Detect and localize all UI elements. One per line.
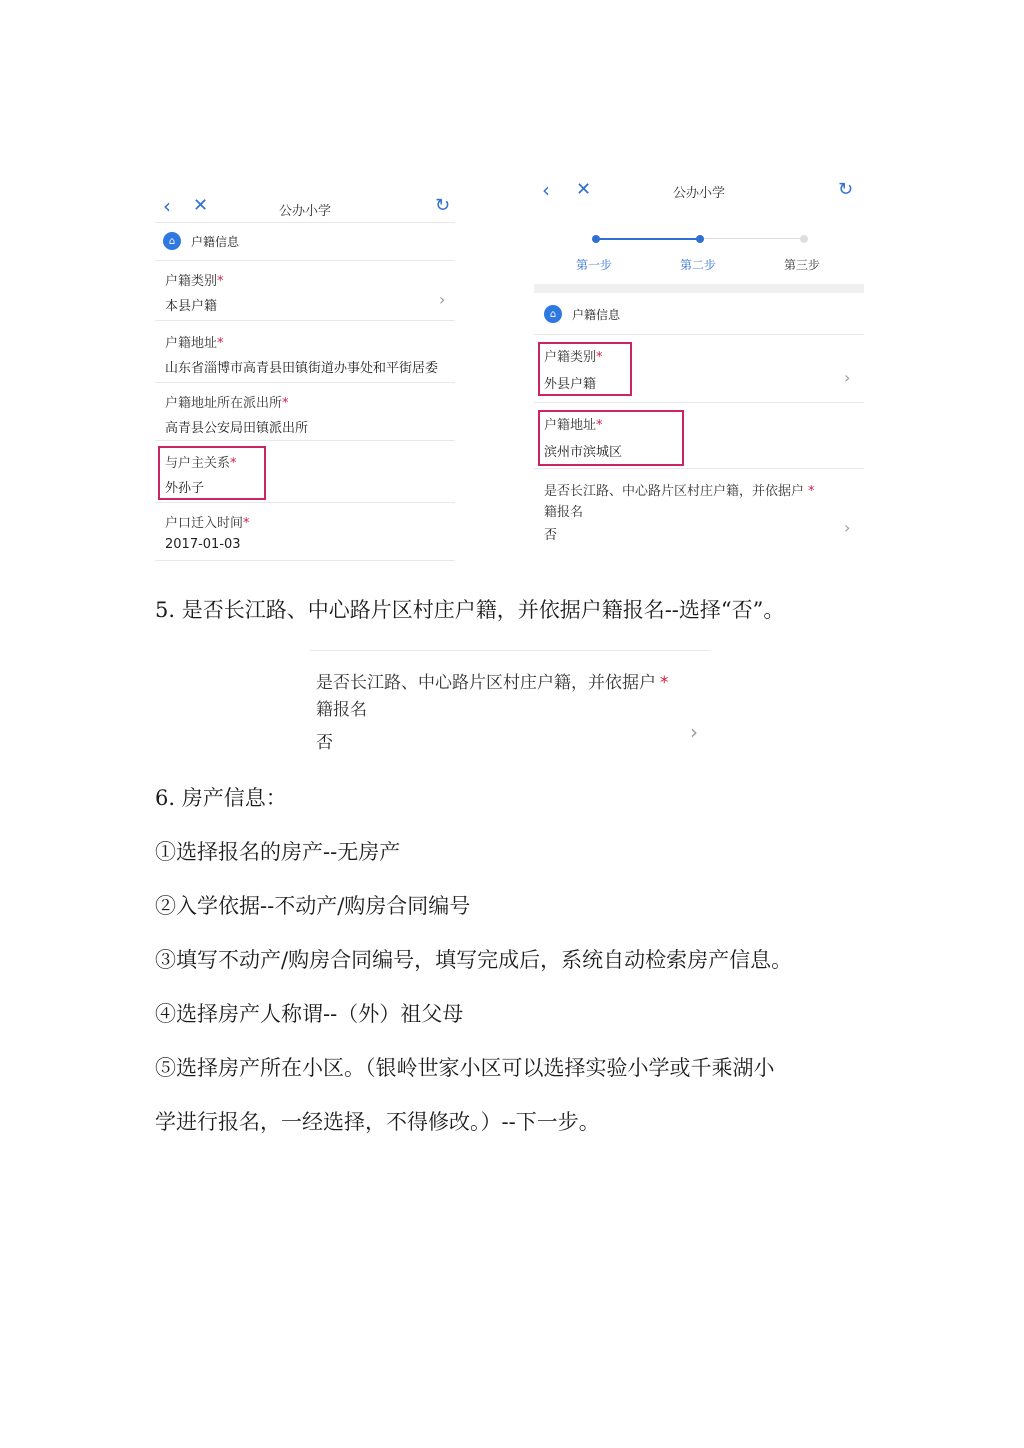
refresh-icon[interactable]: ↻ xyxy=(838,179,854,200)
required-mark: * xyxy=(243,516,250,531)
instruction-item-5: 5. 是否长江路、中心路片区村庄户籍，并依据户籍报名--选择“否”。 xyxy=(155,598,785,622)
home-icon: ⌂ xyxy=(544,305,562,323)
divider xyxy=(310,650,710,651)
highlight-box xyxy=(158,446,266,500)
instruction-item-6: 6. 房产信息： xyxy=(155,786,287,810)
field-label: 户籍地址 xyxy=(165,336,218,351)
section-header xyxy=(544,305,620,323)
divider xyxy=(534,402,864,403)
highlight-box xyxy=(538,342,632,396)
divider xyxy=(155,382,455,383)
step-label-1[interactable]: 第一步 xyxy=(576,258,613,272)
field-household-type[interactable] xyxy=(165,270,445,314)
left-screenshot xyxy=(155,188,455,563)
page-title: 公办小学 xyxy=(278,204,331,219)
instruction-sub-3: ③填写不动产/购房合同编号，填写完成后，系统自动检索房产信息。 xyxy=(155,948,793,972)
step-node-3 xyxy=(800,235,808,243)
middle-screenshot xyxy=(310,650,710,755)
divider xyxy=(155,260,455,261)
section-title: 户籍信息 xyxy=(572,307,621,322)
field-value: 否 xyxy=(544,528,558,543)
field-label: 户口迁入时间 xyxy=(165,516,244,531)
chevron-left-icon[interactable]: ‹ xyxy=(163,194,171,218)
step-node-1 xyxy=(592,235,600,243)
step-node-2 xyxy=(696,235,704,243)
step-label-3[interactable]: 第三步 xyxy=(784,258,821,272)
divider xyxy=(155,560,455,561)
field-village-household[interactable] xyxy=(316,668,706,753)
field-label-cont: 籍报名 xyxy=(544,505,584,520)
field-value: 2017-01-03 xyxy=(165,537,241,552)
chevron-left-icon[interactable]: ‹ xyxy=(542,178,550,202)
required-mark: * xyxy=(217,274,224,289)
right-screenshot xyxy=(534,172,864,544)
step-line-done xyxy=(596,238,700,240)
chevron-right-icon[interactable]: › xyxy=(439,290,446,309)
step-label-2[interactable]: 第二步 xyxy=(680,258,717,272)
field-label: 是否长江路、中心路片区村庄户籍，并依据户 xyxy=(316,673,656,693)
left-topbar xyxy=(155,188,455,222)
instruction-sub-5: ⑤选择房产所在小区。（银岭世家小区可以选择实验小学或千乘湖小 xyxy=(155,1056,775,1080)
field-label: 是否长江路、中心路片区村庄户籍，并依据户 xyxy=(544,484,805,499)
divider xyxy=(534,334,864,335)
required-mark: * xyxy=(282,396,289,411)
required-mark: * xyxy=(230,456,237,471)
divider xyxy=(155,222,455,223)
section-gap xyxy=(534,284,864,293)
section-header xyxy=(163,232,239,250)
instruction-sub-1: ①选择报名的房产--无房产 xyxy=(155,840,401,864)
field-village-household[interactable] xyxy=(544,480,854,543)
instruction-sub-5-cont: 学进行报名，一经选择，不得修改。）--下一步。 xyxy=(155,1110,600,1134)
refresh-icon[interactable]: ↻ xyxy=(435,195,451,216)
chevron-right-icon[interactable]: › xyxy=(690,720,698,744)
field-value: 滨州市滨城区 xyxy=(544,445,623,460)
instruction-sub-2: ②入学依据--不动产/购房合同编号 xyxy=(155,894,471,918)
field-value: 本县户籍 xyxy=(165,299,218,314)
field-label-cont: 籍报名 xyxy=(316,700,367,720)
field-label: 户籍地址所在派出所 xyxy=(165,396,283,411)
divider xyxy=(155,440,455,441)
field-value: 山东省淄博市高青县田镇街道办事处和平街居委 xyxy=(165,361,439,376)
divider xyxy=(155,502,455,503)
required-mark: * xyxy=(217,336,224,351)
page-title: 公办小学 xyxy=(672,186,725,201)
chevron-right-icon[interactable]: › xyxy=(844,368,851,387)
home-icon: ⌂ xyxy=(163,232,181,250)
field-label: 户籍类别 xyxy=(544,350,597,365)
field-value: 外县户籍 xyxy=(544,377,597,392)
close-icon[interactable]: ✕ xyxy=(193,195,209,216)
field-label: 户籍类别 xyxy=(165,274,218,289)
highlight-box xyxy=(538,410,684,466)
field-value: 否 xyxy=(316,733,333,753)
section-title: 户籍信息 xyxy=(191,234,240,249)
instruction-sub-4: ④选择房产人称谓--（外）祖父母 xyxy=(155,1002,464,1026)
required-mark: * xyxy=(660,673,669,693)
field-move-in-date[interactable] xyxy=(165,512,445,552)
field-value: 高青县公安局田镇派出所 xyxy=(165,421,309,436)
required-mark: * xyxy=(596,418,603,433)
divider xyxy=(155,320,455,321)
divider xyxy=(534,468,864,469)
field-household-address[interactable] xyxy=(165,332,455,376)
required-mark: * xyxy=(808,484,815,499)
chevron-right-icon[interactable]: › xyxy=(844,518,851,537)
field-police-station[interactable] xyxy=(165,392,445,436)
field-label: 与户主关系 xyxy=(165,456,231,471)
field-value: 外孙子 xyxy=(165,481,205,496)
right-topbar xyxy=(534,172,864,206)
step-line-pending xyxy=(700,238,804,239)
required-mark: * xyxy=(596,350,603,365)
field-label: 户籍地址 xyxy=(544,418,597,433)
close-icon[interactable]: ✕ xyxy=(576,179,592,200)
